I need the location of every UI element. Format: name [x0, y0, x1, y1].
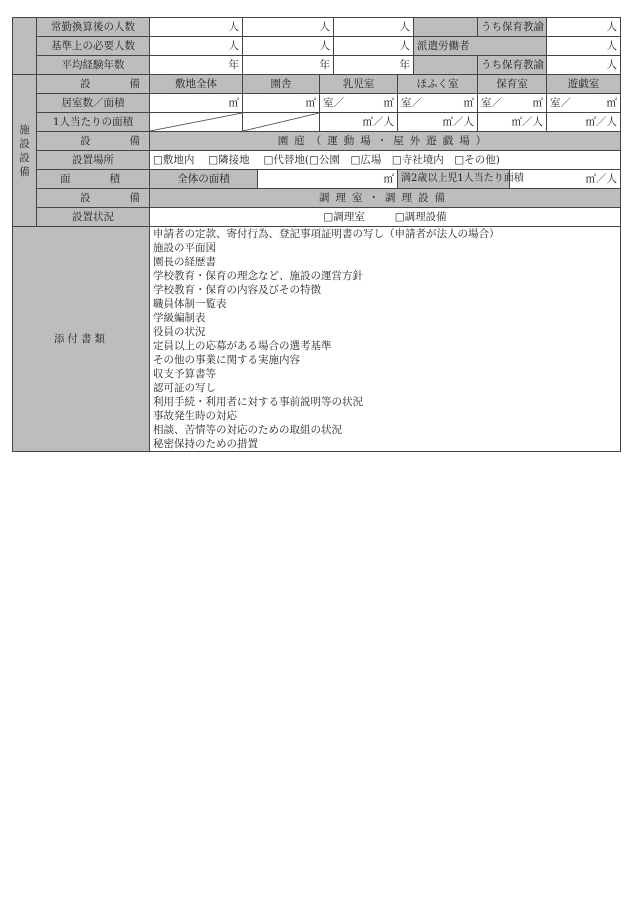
- per-person-infant[interactable]: ㎡／人: [320, 113, 398, 132]
- list-item: 学級編制表: [153, 312, 206, 324]
- status-label: 設置状況: [37, 208, 150, 227]
- unit-cell[interactable]: 人: [334, 37, 414, 56]
- right-label: うち保育教諭: [478, 18, 547, 37]
- room-cell-crawl[interactable]: [398, 94, 478, 113]
- list-item: 役員の状況: [153, 326, 206, 338]
- room-prefix: 室／: [550, 97, 572, 109]
- list-item: 施設の平面図: [153, 242, 216, 254]
- unit-cell[interactable]: 人: [334, 18, 414, 37]
- equip-label: 設 備: [37, 75, 150, 94]
- list-item: 相談、苦情等の対応のための取組の状況: [153, 424, 342, 436]
- list-item: 園長の経歴書: [153, 256, 216, 268]
- list-item: その他の事業に関する実施内容: [153, 354, 300, 366]
- room-cell-nursery[interactable]: [478, 94, 547, 113]
- kitchen-equipment-checkbox[interactable]: □調理設備: [394, 211, 447, 223]
- right-label: うち保育教諭: [478, 56, 547, 75]
- list-item: 事故発生時の対応: [153, 410, 237, 422]
- attachments-label: 添付書類: [13, 227, 150, 452]
- diagonal-cell-building: [243, 113, 320, 132]
- total-area-value[interactable]: ㎡: [258, 170, 398, 189]
- section-char: 備: [19, 165, 30, 178]
- list-item: 職員体制一覧表: [153, 298, 227, 310]
- list-item: 利用手続・利用者に対する事前説明等の状況: [153, 396, 363, 408]
- equip-col-infant: 乳児室: [320, 75, 398, 94]
- staff-section-cell: [13, 18, 37, 75]
- yard-title: 園庭（運動場・屋外遊戯場）: [150, 132, 621, 151]
- per-person-row: [13, 113, 621, 132]
- equip-col-playroom: 遊戯室: [547, 75, 621, 94]
- staff-label: 平均経験年数: [37, 56, 150, 75]
- kitchen-title: 調理室・調理設備: [150, 189, 621, 208]
- over2-label: 満2歳以上児1人当たり面積: [398, 170, 510, 189]
- equip-col-nursery: 保育室: [478, 75, 547, 94]
- spacer-cell: [414, 18, 478, 37]
- diagonal-cell-site: [150, 113, 243, 132]
- unit-cell[interactable]: 年: [334, 56, 414, 75]
- facility-section-label: [13, 75, 37, 227]
- yard-header-row: [13, 132, 621, 151]
- list-item: 学校教育・保育の理念など、施設の運営方針: [153, 270, 363, 282]
- area-row: [13, 170, 621, 189]
- staff-label: 常勤換算後の人数: [37, 18, 150, 37]
- diagonal-line: [150, 113, 242, 131]
- list-item: 申請者の定款、寄付行為、登記事項証明書の写し（申請者が法人の場合）: [153, 228, 500, 240]
- per-person-playroom[interactable]: ㎡／人: [547, 113, 621, 132]
- equip-col-site: 敷地全体: [150, 75, 243, 94]
- list-item: 収支予算書等: [153, 368, 216, 380]
- application-form-table: [12, 17, 621, 452]
- staff-label: 基準上の必要人数: [37, 37, 150, 56]
- location-row: [13, 151, 621, 170]
- unit-cell[interactable]: 人: [243, 37, 334, 56]
- kitchen-equip-label: 設 備: [37, 189, 150, 208]
- room-unit: ㎡: [383, 97, 395, 109]
- staff-row-experience: [13, 56, 621, 75]
- equip-header-row: [13, 75, 621, 94]
- section-char: 設: [19, 137, 30, 150]
- section-char: 施: [19, 123, 30, 136]
- staff-row-required: [13, 37, 621, 56]
- per-person-label: 1人当たりの面積: [37, 113, 150, 132]
- over2-value[interactable]: ㎡／人: [510, 170, 621, 189]
- room-area-row: [13, 94, 621, 113]
- area-cell-site[interactable]: ㎡: [150, 94, 243, 113]
- equip-col-building: 園舎: [243, 75, 320, 94]
- diagonal-line: [243, 113, 319, 131]
- attachments-list: [150, 227, 621, 452]
- status-options[interactable]: [150, 208, 621, 227]
- room-cell-playroom[interactable]: [547, 94, 621, 113]
- attachments-row: [13, 227, 621, 452]
- list-item: 学校教育・保育の内容及びその特徴: [153, 284, 321, 296]
- area-cell-building[interactable]: ㎡: [243, 94, 320, 113]
- list-item: 秘密保持のための措置: [153, 438, 258, 450]
- kitchen-checkbox[interactable]: □調理室: [323, 211, 365, 223]
- section-char: 設: [19, 151, 30, 164]
- location-label: 設置場所: [37, 151, 150, 170]
- room-cell-infant[interactable]: [320, 94, 398, 113]
- spacer-cell: [414, 56, 478, 75]
- total-area-label: 全体の面積: [150, 170, 258, 189]
- per-person-crawl[interactable]: ㎡／人: [398, 113, 478, 132]
- unit-cell[interactable]: 人: [547, 37, 621, 56]
- status-row: [13, 208, 621, 227]
- unit-cell[interactable]: 年: [150, 56, 243, 75]
- unit-cell[interactable]: 人: [150, 37, 243, 56]
- unit-cell[interactable]: 人: [547, 18, 621, 37]
- unit-cell[interactable]: 人: [547, 56, 621, 75]
- staff-row-fte: [13, 18, 621, 37]
- kitchen-header-row: [13, 189, 621, 208]
- room-prefix: 室／: [323, 97, 344, 109]
- per-person-nursery[interactable]: ㎡／人: [478, 113, 547, 132]
- area-label: 面 積: [37, 170, 150, 189]
- room-unit: ㎡: [606, 97, 618, 109]
- list-item: 定員以上の応募がある場合の選考基準: [153, 340, 332, 352]
- unit-cell[interactable]: 年: [243, 56, 334, 75]
- room-prefix: 室／: [401, 97, 423, 109]
- location-options[interactable]: □敷地内 □隣接地 □代替地(□公園 □広場 □寺社境内 □その他): [150, 151, 621, 170]
- room-unit: ㎡: [532, 97, 544, 109]
- yard-equip-label: 設 備: [37, 132, 150, 151]
- room-prefix: 室／: [481, 97, 503, 109]
- unit-cell[interactable]: 人: [243, 18, 334, 37]
- unit-cell[interactable]: 人: [150, 18, 243, 37]
- list-item: 認可証の写し: [153, 382, 216, 394]
- right-label: 派遣労働者: [414, 37, 547, 56]
- room-label: 居室数／面積: [37, 94, 150, 113]
- room-unit: ㎡: [463, 97, 475, 109]
- equip-col-crawl: ほふく室: [398, 75, 478, 94]
